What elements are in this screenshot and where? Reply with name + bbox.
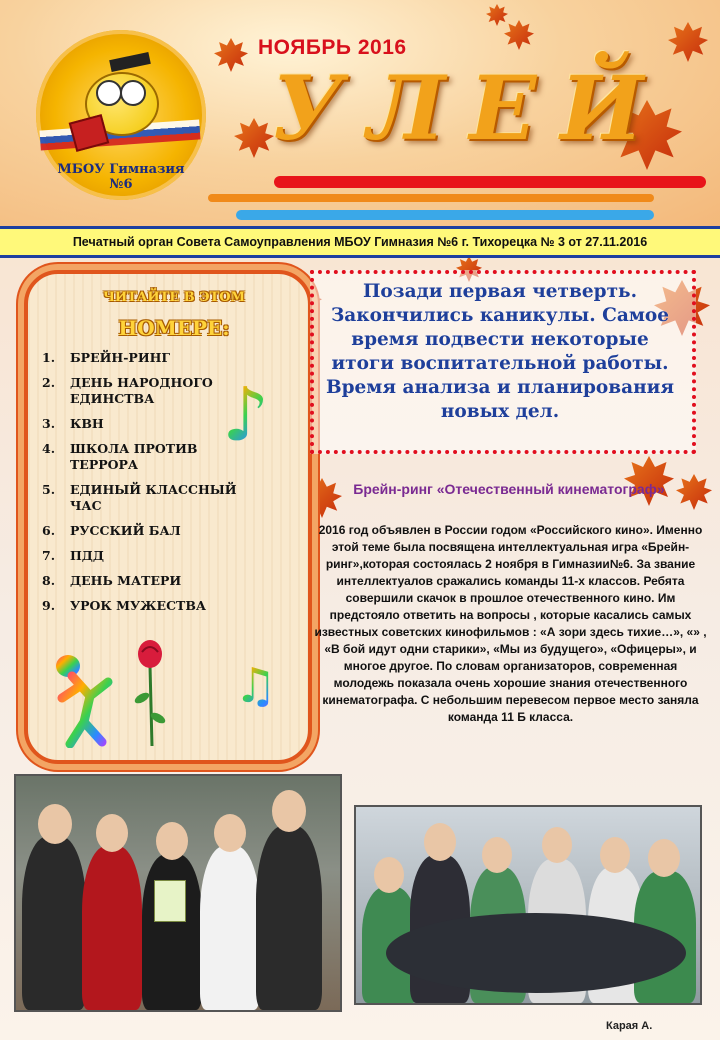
person-head (38, 804, 72, 844)
person (142, 854, 202, 1010)
certificate (154, 880, 186, 922)
contents-item: 3. КВН (42, 416, 104, 431)
person-head (542, 827, 572, 863)
issue-month: НОЯБРЬ 2016 (258, 36, 407, 59)
article-title: Брейн-ринг «Отечественный кинематограф» (353, 481, 665, 497)
person (200, 846, 260, 1010)
music-note-icon: ♪ (222, 372, 270, 458)
logo-text: МБОУ Гимназия №6 (57, 162, 185, 192)
team-photo (14, 774, 342, 1012)
person (22, 836, 86, 1010)
contents-item: 5. ЕДИНЫЙ КЛАССНЫЙ ЧАС (42, 482, 237, 513)
decor-bar-blue (236, 210, 654, 220)
article-body: 2016 год объявлен в России годом «Российского кино». Именно этой теме была посвящена интеллектуальная игра «Брейн-ринг»,которая состоялась 2 ноября в Гимназии№6. За звание интеллектуалов сражались команды 11-х классов. Ребята совершили скачок в прошлое отечественного кино. Им предстояло ответить на вопросы , которые касались самых известных советских кинофильмов : «А зори здесь тихие…», «» , «В бой идут одни старики», «Мы из будущего», «Офицеры», и многое другое. По словам организаторов, современная молодежь показала очень хорошие знания отечественного кинематографа. С небольшим перевесом первое место заняла команда 11 Б класса. (314, 523, 707, 724)
music-note-icon: ♫ (234, 658, 278, 714)
person (256, 826, 322, 1010)
person-head (156, 822, 188, 860)
person-head (214, 814, 246, 852)
decor-bar-orange (208, 194, 654, 202)
contents-heading-line2: НОМЕРЕ: (118, 316, 230, 340)
dancing-figure-icon (50, 652, 120, 748)
person (82, 846, 142, 1010)
contents-item: 4. ШКОЛА ПРОТИВ ТЕРРОРА (42, 441, 198, 472)
person-head (374, 857, 404, 893)
person-head (96, 814, 128, 852)
contents-item: 7. ПДД (42, 548, 105, 563)
person-head (272, 790, 306, 832)
person-head (648, 839, 680, 877)
person-head (424, 823, 456, 861)
publication-subtitle: Печатный орган Совета Самоуправления МБОУ Гимназия №6 г. Тихорецка № 3 от 27.11.2016 (0, 226, 720, 258)
contents-list (42, 350, 252, 623)
bee-eye (120, 80, 146, 106)
intro-text: Позади первая четверть. Закончились каникулы. Самое время подвести некоторые итоги воспитательной работы. Время анализа и планирования новых дел. (325, 281, 675, 422)
contents-item: 9. УРОК МУЖЕСТВА (42, 598, 207, 613)
decor-bar-red (274, 176, 706, 188)
contents-item: 2. ДЕНЬ НАРОДНОГО ЕДИНСТВА (42, 375, 213, 406)
masthead-title: УЛЕЙ (272, 56, 668, 160)
contents-item: 6. РУССКИЙ БАЛ (42, 523, 181, 538)
person-head (600, 837, 630, 873)
person-head (482, 837, 512, 873)
contents-item: 8. ДЕНЬ МАТЕРИ (42, 573, 182, 588)
byline: Карая А. (606, 1020, 653, 1032)
table (386, 913, 686, 993)
bee-eye (96, 80, 122, 106)
rose-icon (130, 638, 170, 748)
game-photo (354, 805, 702, 1005)
contents-item: 1. БРЕЙН-РИНГ (42, 350, 171, 365)
maple-leaf-icon (676, 474, 712, 510)
contents-heading: ЧИТАЙТЕ В ЭТОМ (102, 290, 246, 305)
